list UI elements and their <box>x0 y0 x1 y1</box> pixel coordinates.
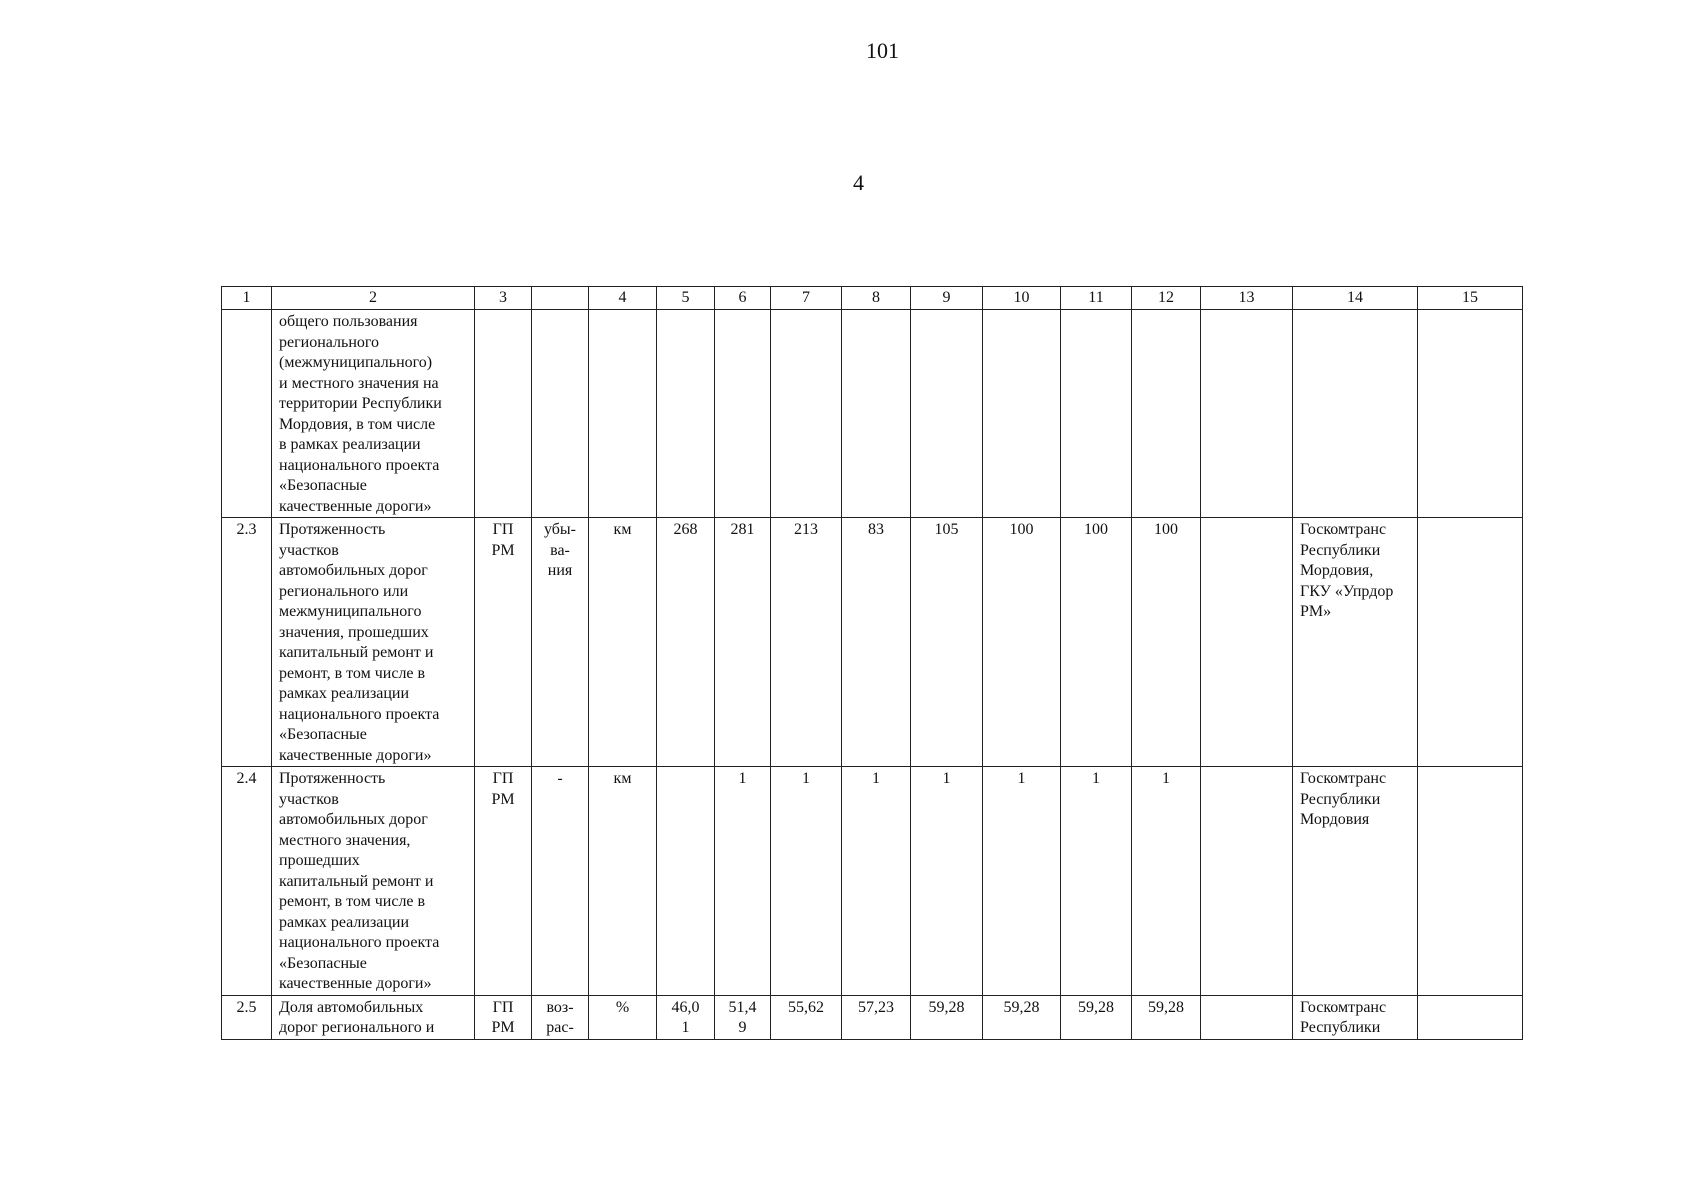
value-6 <box>715 310 771 518</box>
value-6 <box>715 995 771 1039</box>
column-header: 14 <box>1293 287 1418 310</box>
column-header: 3 <box>475 287 532 310</box>
value-5 <box>657 995 715 1039</box>
trend-cell <box>532 995 589 1039</box>
column-15-cell <box>1418 767 1523 996</box>
cell-line: в рамках реализации <box>279 436 421 453</box>
cell-line: межмуниципального <box>279 603 422 620</box>
cell-line: ГП <box>492 521 514 538</box>
source-cell <box>475 518 532 767</box>
value-7: 1 <box>771 767 842 996</box>
cell-line: территории Республики <box>279 395 442 412</box>
cell-line: Госкомтранс <box>1300 770 1387 787</box>
unit-cell: % <box>589 995 657 1039</box>
cell-line: и местного значения на <box>279 374 439 392</box>
cell-line: Республики <box>1300 790 1381 808</box>
cell-line: 268 <box>673 521 698 538</box>
cell-line: значения, прошедших <box>279 623 429 641</box>
cell-line: воз- <box>546 998 574 1016</box>
cell-line: 46,0 <box>671 998 700 1016</box>
cell-line: ГКУ «Упрдор <box>1300 582 1394 600</box>
cell-line: Протяженность <box>279 521 386 538</box>
indicator-name <box>272 995 475 1039</box>
unit-cell: км <box>589 767 657 996</box>
value-7: 213 <box>771 518 842 767</box>
cell-line: РМ <box>491 790 515 808</box>
cell-line: участков <box>279 541 339 559</box>
cell-line: рамках реализации <box>279 685 410 702</box>
cell-line: качественные дороги» <box>279 746 432 764</box>
cell-line: Республики <box>1300 1019 1381 1036</box>
source-cell <box>475 310 532 518</box>
cell-line: автомобильных дорог <box>279 811 428 828</box>
cell-line: ремонт, в том числе в <box>279 893 426 910</box>
column-header: 7 <box>771 287 842 310</box>
value-13 <box>1201 767 1293 996</box>
cell-line: убы- <box>543 521 576 538</box>
cell-line: ремонт, в том числе в <box>279 664 426 682</box>
cell-line: РМ <box>491 1019 515 1036</box>
column-header: 8 <box>842 287 911 310</box>
source-cell <box>475 767 532 996</box>
value-9: 1 <box>911 767 983 996</box>
column-header: 13 <box>1201 287 1293 310</box>
cell-line: Мордовия, <box>1300 562 1374 579</box>
value-13 <box>1201 995 1293 1039</box>
column-header: 9 <box>911 287 983 310</box>
column-15-cell <box>1418 518 1523 767</box>
column-header <box>532 287 589 310</box>
cell-line: национального проекта <box>279 456 440 474</box>
value-10: 59,28 <box>983 995 1061 1039</box>
value-6 <box>715 518 771 767</box>
cell-line: «Безопасные <box>279 954 367 972</box>
cell-line: РМ» <box>1300 603 1332 620</box>
trend-cell <box>532 518 589 767</box>
cell-line: капитальный ремонт и <box>279 644 434 661</box>
column-header: 10 <box>983 287 1061 310</box>
cell-line: «Безопасные <box>279 726 367 743</box>
column-header: 2 <box>272 287 475 310</box>
cell-line: прошедших <box>279 852 360 869</box>
cell-line: ва- <box>550 541 570 559</box>
value-8: 83 <box>842 518 911 767</box>
value-9: 105 <box>911 518 983 767</box>
cell-line: участков <box>279 790 339 808</box>
trend-cell <box>532 767 589 996</box>
value-12: 1 <box>1132 767 1201 996</box>
cell-line: регионального <box>279 333 380 351</box>
cell-line: «Безопасные <box>279 477 367 494</box>
trend-cell <box>532 310 589 518</box>
value-12: 59,28 <box>1132 995 1201 1039</box>
column-15-cell <box>1418 310 1523 518</box>
table-row <box>222 310 1523 518</box>
column-15-cell <box>1418 995 1523 1039</box>
column-header: 5 <box>657 287 715 310</box>
table-row <box>222 518 1523 767</box>
value-12 <box>1132 310 1201 518</box>
indicator-name <box>272 767 475 996</box>
row-number: 2.3 <box>222 518 272 767</box>
value-12: 100 <box>1132 518 1201 767</box>
cell-line: (межмуниципального) <box>279 354 433 371</box>
value-13 <box>1201 518 1293 767</box>
indicators-table <box>221 286 1523 1040</box>
responsible-cell <box>1293 767 1418 996</box>
cell-line: Доля автомобильных <box>279 998 424 1016</box>
column-header: 1 <box>222 287 272 310</box>
cell-line: национального проекта <box>279 934 440 951</box>
cell-line: 1 <box>738 770 747 787</box>
cell-line: Мордовия <box>1300 811 1370 828</box>
column-header: 15 <box>1418 287 1523 310</box>
row-number: 2.5 <box>222 995 272 1039</box>
cell-line: 9 <box>738 1019 747 1036</box>
unit-cell <box>589 310 657 518</box>
cell-line: 281 <box>730 521 755 538</box>
indicator-name <box>272 518 475 767</box>
cell-line: национального проекта <box>279 705 440 723</box>
value-8 <box>842 310 911 518</box>
cell-line: дорог регионального и <box>279 1019 435 1036</box>
cell-line: местного значения, <box>279 831 411 849</box>
unit-cell: км <box>589 518 657 767</box>
value-5 <box>657 310 715 518</box>
value-8: 1 <box>842 767 911 996</box>
cell-line: Госкомтранс <box>1300 998 1387 1016</box>
table-row <box>222 767 1523 996</box>
responsible-cell <box>1293 995 1418 1039</box>
value-11: 59,28 <box>1061 995 1132 1039</box>
responsible-cell <box>1293 310 1418 518</box>
cell-line: качественные дороги» <box>279 975 432 992</box>
value-5 <box>657 767 715 996</box>
value-10 <box>983 310 1061 518</box>
cell-line: Протяженность <box>279 770 386 787</box>
value-5 <box>657 518 715 767</box>
cell-line: рамках реализации <box>279 913 410 931</box>
value-11 <box>1061 310 1132 518</box>
value-7 <box>771 310 842 518</box>
cell-line: Республики <box>1300 541 1381 559</box>
cell-line: РМ <box>491 541 515 559</box>
cell-line: ГП <box>492 770 514 787</box>
value-13 <box>1201 310 1293 518</box>
row-number <box>222 310 272 518</box>
value-11: 1 <box>1061 767 1132 996</box>
source-cell <box>475 995 532 1039</box>
value-11: 100 <box>1061 518 1132 767</box>
cell-line: капитальный ремонт и <box>279 872 434 890</box>
cell-line: Мордовия, в том числе <box>279 415 436 433</box>
row-number: 2.4 <box>222 767 272 996</box>
value-7: 55,62 <box>771 995 842 1039</box>
cell-line: общего пользования <box>279 313 418 330</box>
cell-line: 1 <box>681 1019 690 1036</box>
value-9 <box>911 310 983 518</box>
value-8: 57,23 <box>842 995 911 1039</box>
header-row <box>222 287 1523 310</box>
cell-line: автомобильных дорог <box>279 562 428 579</box>
indicator-name <box>272 310 475 518</box>
column-header: 12 <box>1132 287 1201 310</box>
value-10: 1 <box>983 767 1061 996</box>
cell-line: ГП <box>492 998 514 1016</box>
cell-line: качественные дороги» <box>279 497 432 515</box>
cell-line: регионального или <box>279 582 409 600</box>
value-9: 59,28 <box>911 995 983 1039</box>
responsible-cell <box>1293 518 1418 767</box>
table-row <box>222 995 1523 1039</box>
column-header: 4 <box>589 287 657 310</box>
cell-line: - <box>557 770 563 787</box>
cell-line: Госкомтранс <box>1300 521 1387 538</box>
column-header: 11 <box>1061 287 1132 310</box>
cell-line: ния <box>547 562 573 579</box>
value-6 <box>715 767 771 996</box>
cell-line: рас- <box>546 1019 574 1036</box>
cell-line: 51,4 <box>728 998 757 1016</box>
column-header: 6 <box>715 287 771 310</box>
value-10: 100 <box>983 518 1061 767</box>
